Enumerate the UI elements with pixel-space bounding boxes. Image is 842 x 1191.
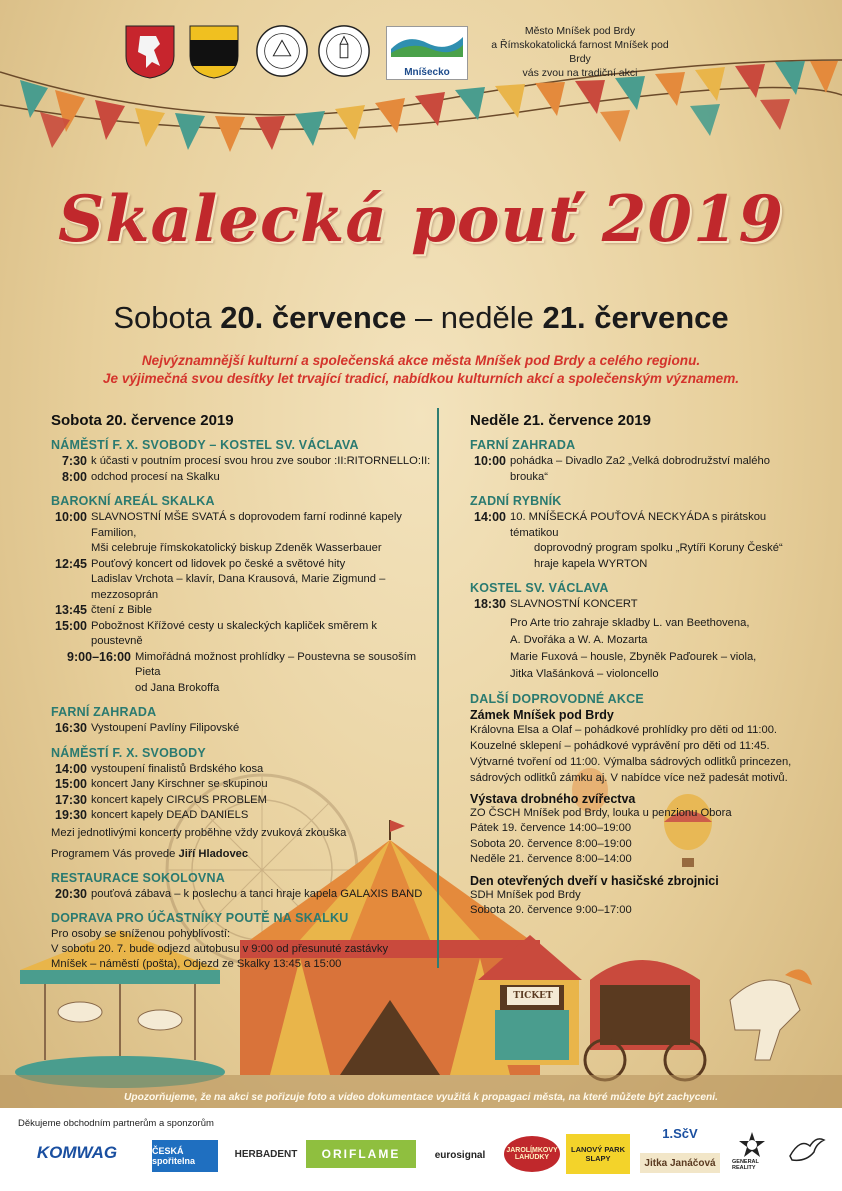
general-reality-star-icon [738, 1131, 766, 1159]
item-text: Pobožnost Křížové cesty u skaleckých kapliček směrem k poustevně [91, 619, 378, 647]
host-name: Jiří Hladovec [178, 847, 249, 860]
section-heading: RESTAURACE SOKOLOVNA [51, 870, 225, 885]
transport-line: Mníšek – náměstí (pošta), Odjezd ze Skalky 13:45 a 15:00 [51, 958, 342, 970]
sunday-program [470, 412, 810, 919]
concert-line: A. Dvořáka a W. A. Mozarta [510, 633, 648, 646]
section-heading: FARNÍ ZAHRADA [51, 705, 157, 719]
general-reality-text: GENERAL REALITY [732, 1159, 759, 1171]
subsection-heading: Den otevřených dveří v hasičské zbrojnici [470, 873, 719, 888]
detail-line: Neděle 21. července 8:00–14:00 [470, 853, 632, 865]
intro-text [40, 352, 802, 388]
item-time: 13:45 [55, 603, 87, 617]
program-item [51, 470, 431, 486]
section-heading: DOPRAVA PRO ÚČASTNÍKY POUTĚ NA SKALKU [51, 911, 349, 925]
mnisecko-waves-icon [387, 27, 467, 61]
item-line: SLAVNOSTNÍ MŠE SVATÁ s doprovodem farní rodinné kapely Familion, [91, 511, 402, 539]
section-heading: DALŠÍ DOPROVODNÉ AKCE [470, 691, 644, 706]
item-line: od Jana Brokoffa [135, 681, 220, 694]
section-heading: NÁMĚSTÍ F. X. SVOBODY – KOSTEL SV. VÁCLAVA [51, 438, 359, 452]
detail-line: Sobota 20. července 8:00–19:00 [470, 837, 632, 850]
detail-line: ZO ČSCH Mníšek pod Brdy, louka u penzionu Obora [470, 806, 732, 819]
ticket-sign: TICKET [506, 986, 560, 1006]
program-item [470, 454, 810, 485]
program-item [51, 557, 431, 604]
program-item [470, 597, 810, 613]
program-item [51, 650, 431, 697]
organizers-line: vás zvou na tradiční akci [522, 67, 638, 79]
transport-line: V sobotu 20. 7. bude odjezd autobusu v 9:00 od přesunuté zastávky [51, 943, 389, 955]
date-prefix: Sobota [113, 300, 221, 335]
program-item [51, 808, 431, 824]
detail-line: Sobota 20. července 9:00–17:00 [470, 904, 632, 916]
subsection-heading: Zámek Mníšek pod Brdy [470, 707, 614, 722]
program-item [51, 793, 431, 809]
item-time: 19:30 [55, 808, 87, 822]
section-heading: ZADNÍ RYBNÍK [470, 494, 562, 508]
detail-line: Výtvarné tvoření od 11:00. Výmalba sádrových odlitků princezen, [470, 755, 792, 768]
sponsor-komwag-logo: KOMWAG [36, 1143, 118, 1162]
item-time: 14:00 [474, 510, 506, 524]
carousel-horse [730, 969, 812, 1060]
item-line: Mši celebruje římskokatolický biskup Zdeněk Wasserbauer [91, 542, 382, 554]
date-separator: – neděle [406, 300, 543, 335]
item-time: 12:45 [55, 556, 87, 571]
carriage [585, 960, 705, 1080]
sound-check-note: Mezi jednotlivými koncerty proběhne vždy zvuková zkouška [51, 826, 347, 839]
item-time: 18:30 [474, 597, 506, 611]
mnisecko-logo [386, 26, 468, 80]
sponsor-ceska-sporitelna-logo: ČESKÁ spořitelna [152, 1140, 218, 1172]
sponsor-label: Děkujeme obchodním partnerům a sponzorům [18, 1118, 214, 1129]
day-heading: Sobota 20. července 2019 [51, 412, 234, 429]
sponsor-jitka-janacova-logo: Jitka Janáčová [640, 1153, 720, 1173]
date-saturday: 20. července [220, 300, 407, 335]
program-item [51, 454, 431, 470]
item-time: 7:30 [61, 454, 87, 468]
subsection-heading: Výstava drobného zvířectva [470, 791, 636, 806]
sponsor-oriflame-logo: ORIFLAME [306, 1140, 416, 1168]
column-divider [437, 408, 439, 968]
program-item [51, 603, 431, 619]
program-item [51, 619, 431, 650]
item-time: 10:00 [474, 454, 506, 468]
event-dates [0, 300, 842, 336]
item-text: vystoupení finalistů Brdského kosa [91, 762, 264, 775]
item-time: 14:00 [55, 761, 87, 776]
detail-line: sádrových odlitků zámku aj. V nabídce více než padesát motivů. [470, 771, 788, 784]
item-line: hraje kapela WYRTON [534, 557, 648, 570]
concert-line: Jitka Vlašánková – violoncello [510, 667, 659, 680]
mnisecko-logo-text: Mníšecko [404, 67, 450, 78]
day-heading: Neděle 21. července 2019 [470, 412, 651, 429]
item-line: Pouťový koncert od lidovek po české a světové hity [91, 557, 346, 570]
sponsor-1scv-logo: 1.SčV [662, 1125, 698, 1141]
bird-logo-icon [786, 1132, 826, 1168]
program-item [51, 721, 431, 737]
item-text [91, 510, 431, 557]
item-time: 20:30 [55, 886, 87, 901]
concert-line: Pro Arte trio zahraje skladby L. van Beethovena, [510, 616, 750, 629]
hasici-details [470, 888, 810, 919]
item-time: 17:30 [55, 792, 87, 807]
item-text: koncert kapely DEAD DANIELS [91, 809, 249, 821]
town-coat-of-arms-icon [186, 22, 242, 80]
organizers-text [480, 24, 680, 80]
program-item [51, 762, 431, 778]
intro-line: Je výjimečná svou desítky let trvající tradicí, nabídkou kulturních akcí a společenským významem. [102, 371, 740, 386]
item-time: 15:00 [55, 777, 87, 791]
host-prefix: Programem Vás provede [51, 847, 179, 860]
detail-line: Pátek 19. července 14:00–19:00 [470, 822, 632, 834]
item-time: 8:00 [61, 469, 87, 484]
parish-seal-icon [316, 22, 372, 80]
item-line: Mimořádná možnost prohlídky – Poustevna se sousoším Pieta [135, 650, 417, 678]
organizers-line: Město Mníšek pod Brdy [524, 25, 636, 37]
item-text: pohádka – Divadlo Za2 „Velká dobrodružství malého brouka“ [510, 455, 770, 483]
item-text: k účasti v poutním procesí svou hrou zve soubor :II:RITORNELLO:II: [91, 455, 431, 467]
item-text [135, 650, 431, 697]
item-line: 10. MNÍŠECKÁ POUŤOVÁ NECKYÁDA s pirátskou tématikou [510, 511, 767, 539]
sponsor-herbadent-logo: HERBADENT [234, 1148, 298, 1160]
program-item [51, 887, 431, 903]
item-text [91, 557, 431, 604]
item-line: Ladislav Vrchota – klavír, Dana Krausová, Marie Zigmund – mezzosoprán [91, 573, 386, 601]
program-item [51, 777, 431, 793]
item-line: doprovodný program spolku „Rytíři Koruny České“ [534, 542, 783, 554]
host-line [51, 847, 431, 862]
zamek-details [470, 722, 810, 786]
page-title: Skalecká pouť 2019 [57, 182, 785, 257]
transport-line: Pro osoby se sníženou pohyblivostí: [51, 928, 231, 940]
section-heading: NÁMĚSTÍ F. X. SVOBODY [51, 745, 206, 760]
organizers-line: a Římskokatolická farnost Mníšek pod Brdy [491, 39, 669, 65]
item-time: 16:30 [55, 721, 87, 735]
leto-mnisecke-seal-icon [254, 22, 310, 80]
item-text: čtení z Bible [91, 604, 152, 616]
item-text: pouťová zábava – k poslechu a tanci hraje kapela GALAXIS BAND [91, 887, 423, 900]
detail-line: Královna Elsa a Olaf – pohádkové prohlídky pro děti od 11:00. [470, 723, 778, 736]
sponsor-general-reality-logo [732, 1128, 772, 1174]
detail-line: Kouzelné sklepení – pohádkové vyprávění pro děti od 11:45. [470, 739, 770, 752]
item-time: 9:00–16:00 [67, 649, 131, 664]
section-heading: FARNÍ ZAHRADA [470, 438, 576, 452]
section-heading: KOSTEL SV. VÁCLAVA [470, 581, 609, 595]
concert-line: Marie Fuxová – housle, Zbyněk Paďourek – viola, [510, 650, 757, 663]
sponsor-lanovy-park-logo: LANOVÝ PARK SLAPY [566, 1134, 630, 1174]
section-heading: BAROKNÍ AREÁL SKALKA [51, 494, 215, 508]
item-text: koncert Jany Kirschner se skupinou [91, 778, 268, 790]
item-time: 15:00 [55, 618, 87, 633]
item-text: Vystoupení Pavlíny Filipovské [91, 722, 240, 734]
vystava-details [470, 806, 810, 868]
photo-notice: Upozorňujeme, že na akci se pořizuje foto a video dokumentace využitá k propagaci města, na které můžete být zachyceni. [124, 1092, 718, 1103]
item-text [510, 510, 810, 572]
concert-details [470, 615, 810, 683]
program-item [470, 510, 810, 572]
item-text: koncert kapely CIRCUS PROBLEM [91, 793, 267, 806]
item-text: odchod procesí na Skalku [91, 470, 220, 483]
sponsor-eurosignal-logo: eurosignal [434, 1149, 486, 1161]
item-text: SLAVNOSTNÍ KONCERT [510, 598, 638, 610]
czech-coat-of-arms-icon [122, 22, 178, 80]
program-item [51, 510, 431, 557]
intro-line: Nejvýznamnější kulturní a společenská akce města Mníšek pod Brdy a celého regionu. [141, 353, 701, 368]
sponsor-jarolimkovy-logo: JAROLÍMKOVY LAHŮDKY [504, 1136, 560, 1172]
detail-line: SDH Mníšek pod Brdy [470, 888, 581, 901]
date-sunday: 21. července [542, 300, 729, 335]
item-time: 10:00 [55, 510, 87, 524]
saturday-program [51, 412, 431, 972]
